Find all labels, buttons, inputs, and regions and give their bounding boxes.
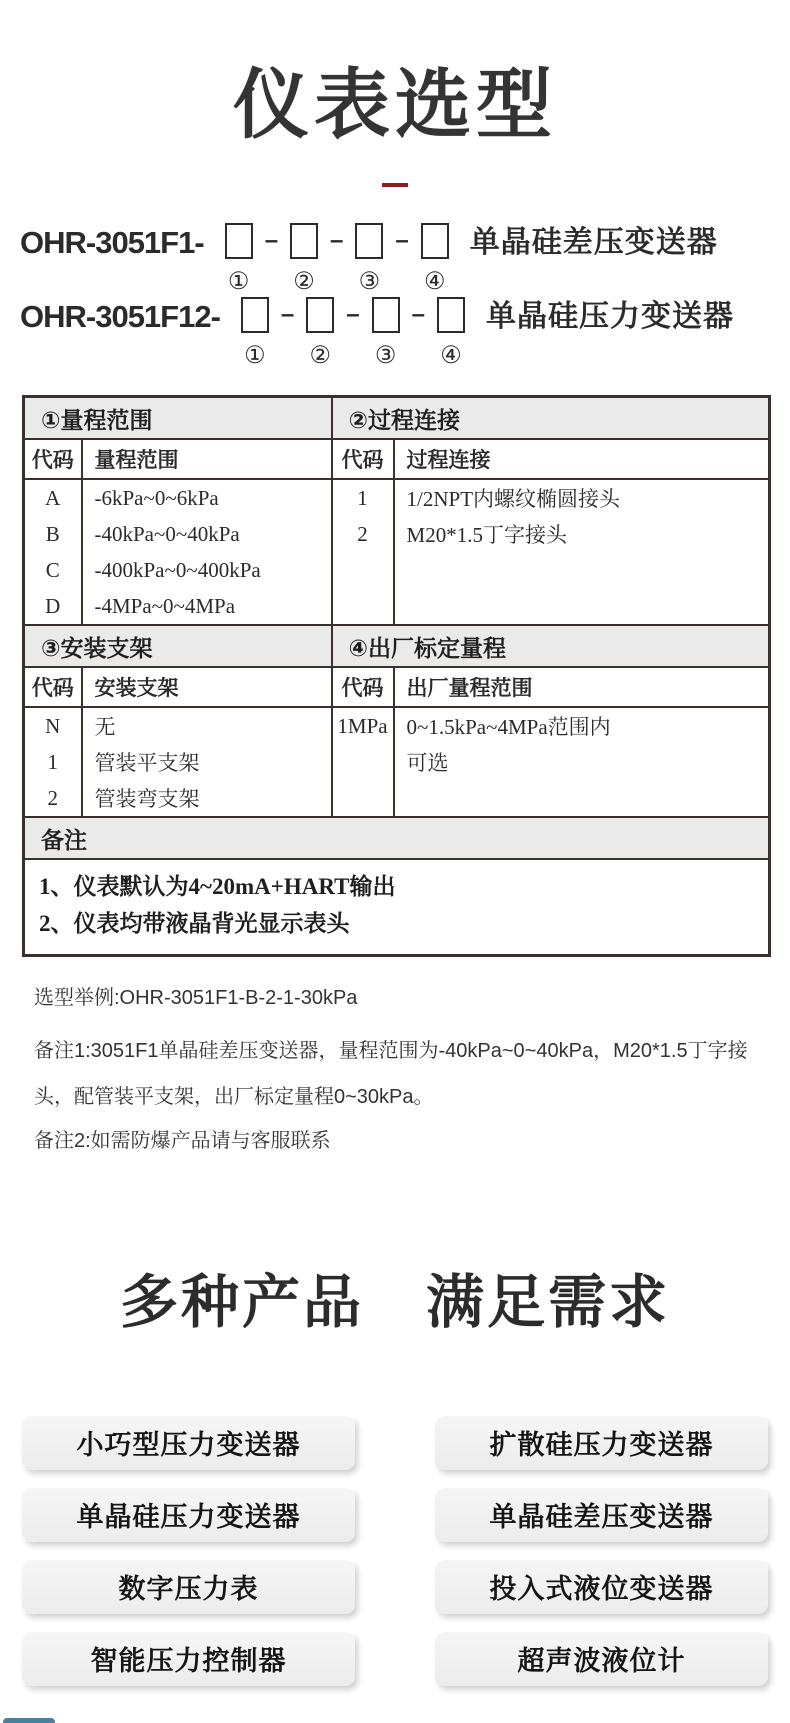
col-header-connection: 过程连接 <box>394 439 770 479</box>
connection-value-cell <box>394 588 770 625</box>
model-product-name: 单晶硅压力变送器 <box>486 300 734 333</box>
section-header-row-2 <box>24 625 770 667</box>
range-value-cell: -6kPa~0~6kPa <box>82 479 332 516</box>
slot-number-4: ④ <box>440 343 462 369</box>
remark-1: 备注1:3051F1单晶硅差压变送器，量程范围为-40kPa~0~40kPa，M20*1.5丁字接头，配管装平支架，出厂标定量程0~30kPa。 <box>34 1040 748 1108</box>
option-box <box>241 297 269 333</box>
product-button-compact-pressure-transmitter[interactable]: 小巧型压力变送器 <box>22 1415 355 1470</box>
model-product-name: 单晶硅差压变送器 <box>469 226 718 259</box>
products-heading-left: 多种产品 <box>119 1270 364 1335</box>
slot-dash: – <box>330 227 344 254</box>
connection-value-cell <box>394 552 770 588</box>
bracket-value-cell: 管装平支架 <box>82 744 332 780</box>
subheader-row-1 <box>24 439 770 479</box>
product-button-submersible-level-transmitter[interactable]: 投入式液位变送器 <box>435 1559 768 1614</box>
option-box <box>372 297 400 333</box>
products-heading <box>0 1255 790 1339</box>
col-header-bracket: 安装支架 <box>82 667 332 707</box>
slot-number-1: ① <box>244 343 266 369</box>
slot-dash: – <box>411 301 425 328</box>
slot-number-4: ④ <box>424 269 446 295</box>
factory-range-code-cell: 1MPa <box>332 707 394 744</box>
model-ordering-section <box>20 223 790 369</box>
option-box <box>290 223 318 259</box>
model-slot-3 <box>368 297 404 369</box>
product-button-monocrystalline-silicon-dp-transmitter[interactable]: 单晶硅差压变送器 <box>435 1487 768 1542</box>
option-box <box>437 297 465 333</box>
model-line-1 <box>20 223 790 295</box>
table-row <box>24 552 770 588</box>
products-heading-right: 满足需求 <box>426 1270 671 1335</box>
connection-code-cell <box>332 552 394 588</box>
range-code-cell: C <box>45 557 60 582</box>
footer-bar <box>3 1718 55 1723</box>
connection-code-cell: 2 <box>332 516 394 552</box>
table-row <box>24 516 770 552</box>
slot-dash: – <box>346 301 360 328</box>
col-header-code: 代码 <box>332 439 394 479</box>
factory-range-value-cell: 可选 <box>394 744 770 780</box>
option-box <box>306 297 334 333</box>
factory-range-value-cell: 0~1.5kPa~4MPa范围内 <box>394 707 770 744</box>
section-title-bracket: ③安装支架 <box>24 625 332 667</box>
model-slot-4 <box>433 297 469 369</box>
col-header-code: 代码 <box>332 667 394 707</box>
product-button-ultrasonic-level-meter[interactable]: 超声波液位计 <box>435 1631 768 1686</box>
notes-title: 备注 <box>24 817 770 859</box>
notes-cell <box>24 859 770 956</box>
slot-dash: – <box>280 301 295 328</box>
page-title: 仪表选型 <box>233 63 557 148</box>
model-slot-3 <box>351 223 387 295</box>
option-box <box>421 223 449 259</box>
bracket-code-cell: N <box>45 713 61 738</box>
model-block-gauge <box>20 297 790 369</box>
subheader-row-2 <box>24 667 770 707</box>
bracket-code-cell: 1 <box>47 749 58 774</box>
range-value-cell: -40kPa~0~40kPa <box>82 516 332 552</box>
option-box <box>355 223 383 259</box>
col-header-range: 量程范围 <box>82 439 332 479</box>
model-slot-2 <box>302 297 338 369</box>
product-button-smart-pressure-controller[interactable]: 智能压力控制器 <box>22 1631 355 1686</box>
remark-2: 备注2:如需防爆产品请与客服联系 <box>34 1130 331 1152</box>
product-button-digital-pressure-gauge[interactable]: 数字压力表 <box>22 1559 355 1614</box>
table-row <box>24 479 770 516</box>
bracket-value-cell: 管装弯支架 <box>82 780 332 817</box>
model-slot-1 <box>237 297 273 369</box>
factory-range-value-cell <box>394 780 770 817</box>
slot-dash: – <box>395 227 409 254</box>
range-value-cell: -400kPa~0~400kPa <box>82 552 332 588</box>
factory-range-code-cell <box>332 780 394 817</box>
bracket-value-cell: 无 <box>82 707 332 744</box>
connection-code-cell: 1 <box>332 479 394 516</box>
bracket-code-cell: 2 <box>47 785 58 810</box>
notes-header-row <box>24 817 770 859</box>
model-line-2 <box>20 297 790 369</box>
table-row <box>24 588 770 625</box>
slot-number-2: ② <box>309 343 332 369</box>
note-line-1: 1、仪表默认为4~20mA+HART输出 <box>39 874 396 899</box>
notes-row <box>24 859 770 956</box>
table-row <box>24 707 770 744</box>
selection-example-section <box>34 981 790 1153</box>
range-code-cell: A <box>45 485 61 510</box>
product-button-diffused-silicon-pressure-transmitter[interactable]: 扩散硅压力变送器 <box>435 1415 768 1470</box>
range-code-cell: D <box>45 593 61 618</box>
col-header-factory-range: 出厂量程范围 <box>394 667 770 707</box>
product-button-monocrystalline-silicon-pressure-transmitter[interactable]: 单晶硅压力变送器 <box>22 1487 355 1542</box>
col-header-code: 代码 <box>24 439 82 479</box>
option-box <box>225 223 253 259</box>
range-value-cell: -4MPa~0~4MPa <box>82 588 332 625</box>
model-prefix: OHR-3051F1- <box>20 225 204 260</box>
slot-number-1: ① <box>227 269 250 295</box>
title-accent-dash <box>382 183 408 187</box>
note-line-2: 2、仪表均带液晶背光显示表头 <box>39 911 350 936</box>
connection-value-cell: 1/2NPT内螺纹椭圆接头 <box>394 479 770 516</box>
slot-number-2: ② <box>293 269 315 295</box>
product-grid <box>22 1415 768 1686</box>
factory-range-code-cell <box>332 744 394 780</box>
connection-code-cell <box>332 588 394 625</box>
range-code-cell: B <box>45 521 60 546</box>
model-prefix: OHR-3051F12- <box>20 299 220 334</box>
connection-value-cell: M20*1.5丁字接头 <box>394 516 770 552</box>
table-row <box>24 780 770 817</box>
model-slot-2 <box>286 223 322 295</box>
section-header-row-1 <box>24 397 770 440</box>
model-block-differential <box>20 223 790 295</box>
slot-number-3: ③ <box>374 343 397 369</box>
slot-number-3: ③ <box>358 269 381 295</box>
model-slot-4 <box>417 223 453 295</box>
section-title-process-connection: ②过程连接 <box>332 397 770 440</box>
model-slot-1 <box>221 223 257 295</box>
col-header-code: 代码 <box>24 667 82 707</box>
table-row <box>24 744 770 780</box>
selection-example: 选型举例:OHR-3051F1-B-2-1-30kPa <box>34 987 358 1009</box>
section-title-range: ①量程范围 <box>24 397 332 440</box>
slot-dash: – <box>264 227 279 254</box>
selection-table <box>22 395 771 957</box>
section-title-calibrated-range: ④出厂标定量程 <box>332 625 770 667</box>
